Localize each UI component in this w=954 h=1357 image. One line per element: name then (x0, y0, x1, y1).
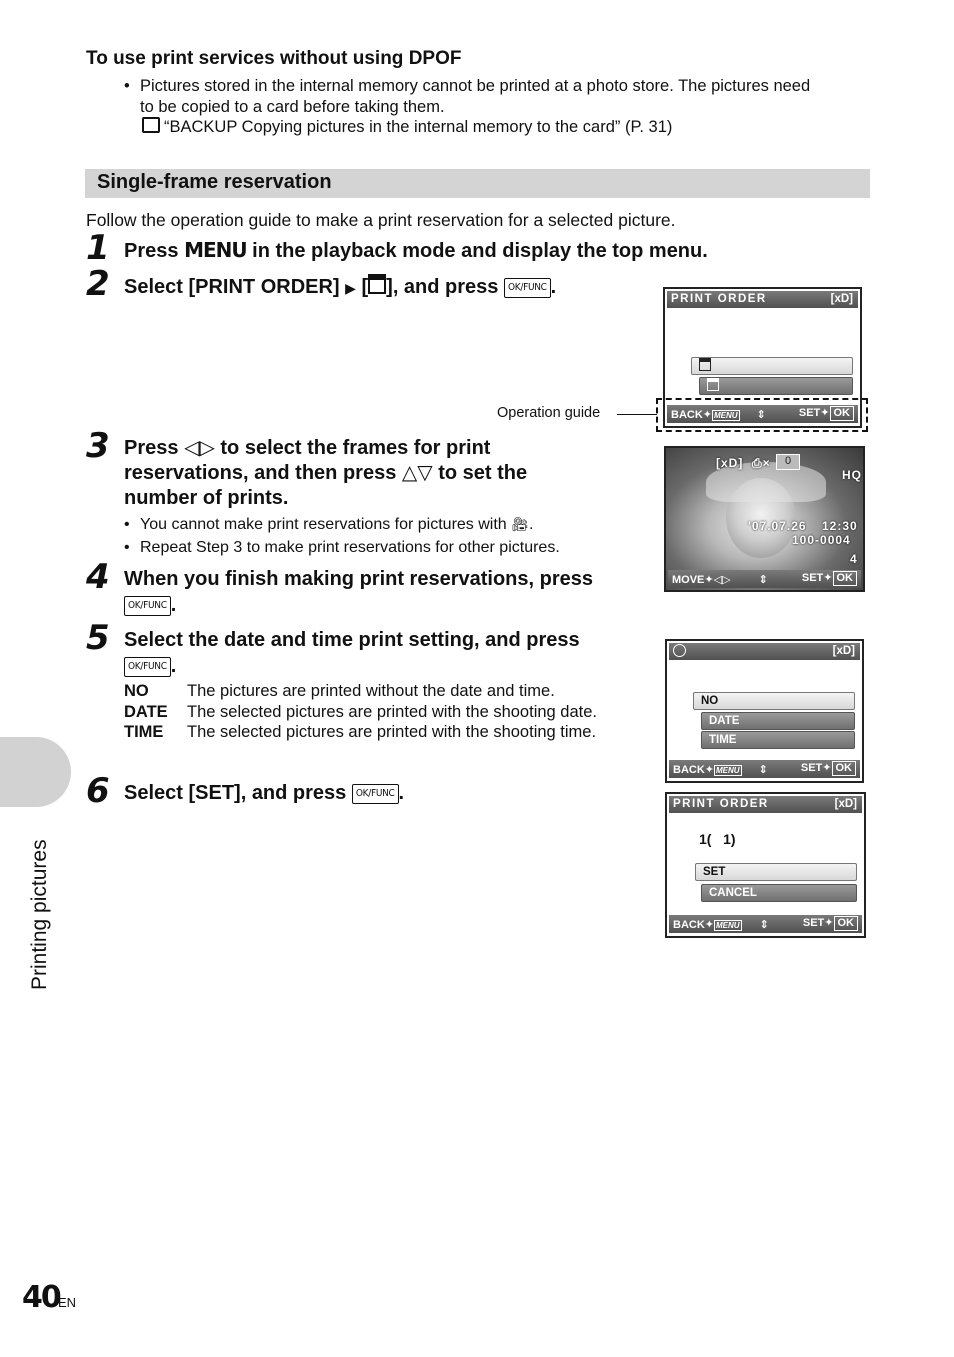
up-down-icon: △▽ (401, 462, 433, 484)
option-date-desc: The selected pictures are printed with the shooting date. (187, 703, 597, 721)
okfunc-button-icon: OK/FUNC (504, 278, 551, 298)
step-1-text: Press MENU in the playback mode and display the top menu. (124, 238, 708, 262)
screen-print-order-confirm (665, 792, 866, 938)
print-icon (368, 274, 386, 294)
print-count: 1( 1) (699, 831, 736, 847)
page-number: 40 (22, 1280, 60, 1315)
services-bullet-line2: to be copied to a card before taking them. (140, 98, 445, 116)
screen-header: PRINT ORDER [xD] (669, 796, 862, 813)
section-title: Single-frame reservation (97, 171, 332, 193)
option-set[interactable]: SET (695, 863, 857, 881)
print-all-icon (707, 378, 719, 391)
operation-guide-leader (617, 414, 657, 415)
option-date-key: DATE (124, 703, 168, 721)
reference-text: “BACKUP Copying pictures in the internal memory to the card” (P. 31) (164, 118, 673, 136)
step-5-text: Select the date and time print setting, and press (124, 629, 580, 651)
services-bullet-line1: Pictures stored in the internal memory cannot be printed at a photo store. The pictures need (140, 77, 811, 95)
arrow-right-icon: ▶ (345, 280, 356, 296)
option-time[interactable]: TIME (701, 731, 855, 749)
option-no[interactable]: NO (693, 692, 855, 710)
option-no-key: NO (124, 682, 149, 700)
screen-footer: BACK✦ MENU ⇕ SET✦ OK (669, 915, 862, 933)
step-3-line2: reservations, and then press △▽ to set the (124, 462, 528, 484)
side-tab (0, 737, 71, 807)
intro-text: Follow the operation guide to make a print reservation for a selected picture. (86, 210, 676, 230)
reference-line (142, 117, 672, 138)
left-right-icon: ◁▷ (184, 437, 215, 459)
screen-photo-playback: [xD] ⎙× 0 HQ '07.07.26 12:30 100-0004 4 MOVE✦◁▷ ⇕ SET✦ OK (664, 446, 865, 592)
step-3-line3: number of prints. (124, 487, 289, 509)
step-2-number: 2 (86, 264, 110, 304)
option-time-key: TIME (124, 723, 164, 741)
operation-guide-label: Operation guide (497, 405, 601, 421)
step-6-text: Select [SET], and press OK/FUNC . (124, 782, 405, 804)
step-2-text: Select [PRINT ORDER] ▶ [ ], and press OK/FUNC . (124, 276, 557, 298)
page-lang: EN (58, 1295, 77, 1310)
option-time-desc: The selected pictures are printed with the shooting time. (187, 723, 597, 741)
step-6-number: 6 (86, 771, 110, 811)
step-4-number: 4 (86, 557, 110, 597)
screen-footer: MOVE✦◁▷ ⇕ SET✦ OK (668, 570, 861, 588)
screen-date-time-setting (665, 639, 864, 783)
step-1-number: 1 (86, 228, 110, 268)
option-date[interactable]: DATE (701, 712, 855, 730)
all-print-option[interactable] (699, 377, 853, 395)
print-single-icon (699, 358, 711, 371)
okfunc-button-icon: OK/FUNC (352, 784, 399, 804)
clock-icon (673, 644, 686, 657)
operation-guide-highlight (656, 398, 868, 432)
step-4-text: When you finish making print reservations, press (124, 568, 593, 590)
menu-key: MENU (184, 238, 247, 262)
okfunc-button-icon: OK/FUNC (124, 596, 171, 616)
single-print-option[interactable] (691, 357, 853, 375)
bullet-dot: • (124, 77, 130, 95)
step-3-line1: Press ◁▷ to select the frames for print (124, 437, 491, 459)
reference-icon (142, 117, 160, 133)
services-title: To use print services without using DPOF (86, 48, 462, 69)
screen-footer: BACK✦ MENU ⇕ SET✦ OK (669, 760, 860, 778)
screen-header: PRINT ORDER [xD] (667, 291, 858, 308)
movie-icon: 🎥︎ (511, 516, 529, 532)
side-tab-label: Printing pictures (28, 839, 51, 990)
screen-header: [xD] (669, 643, 860, 660)
updown-icon: ⇕ (756, 409, 766, 421)
step-3-bullet-1: You cannot make print reservations for pictures with 🎥︎. (140, 516, 534, 533)
step-5-number: 5 (86, 618, 110, 658)
section-band (85, 169, 870, 198)
okfunc-button-icon: OK/FUNC (124, 657, 171, 677)
option-no-desc: The pictures are printed without the date and time. (187, 682, 555, 700)
step-3-number: 3 (86, 426, 110, 466)
option-cancel[interactable]: CANCEL (701, 884, 857, 902)
screen-footer: BACK✦ MENU ⇕ SET✦ OK (667, 405, 858, 423)
print-count-icon: ⎙× (752, 456, 771, 470)
step-3-bullet-2: Repeat Step 3 to make print reservations for other pictures. (140, 539, 560, 556)
